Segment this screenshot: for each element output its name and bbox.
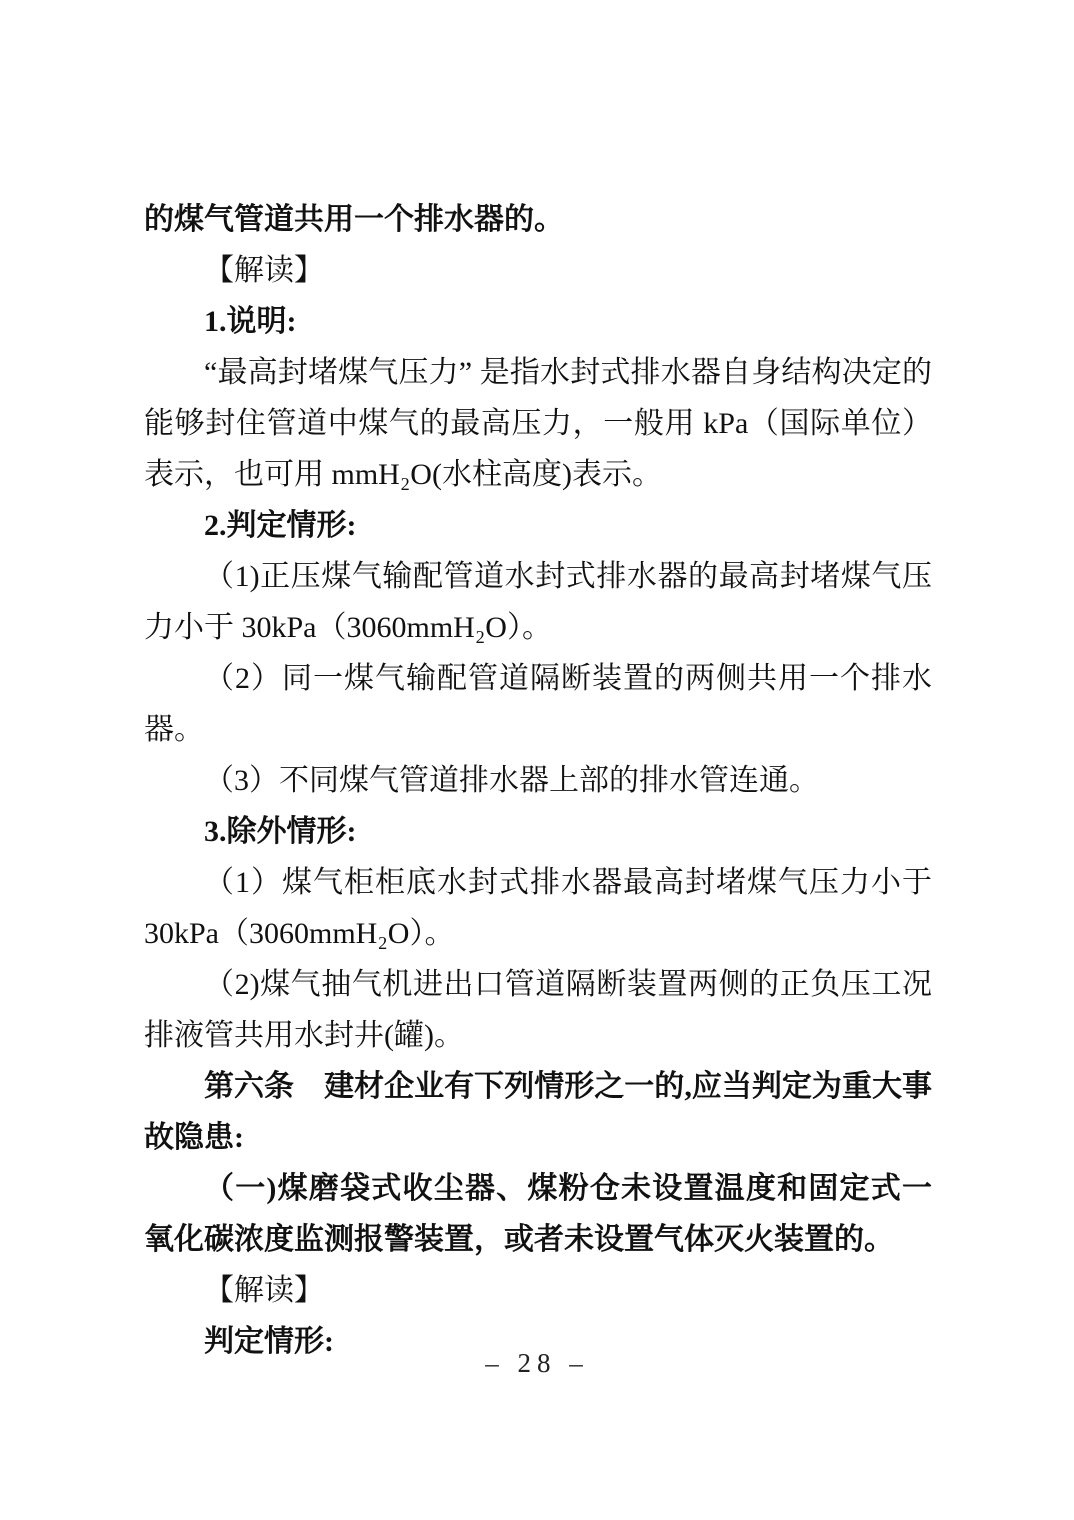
para-determination-item-2: （2）同一煤气输配管道隔断装置的两侧共用一个排水器。	[144, 662, 932, 746]
para-continuation: 的煤气管道共用一个排水器的。	[144, 203, 564, 236]
para-determination-item-3: （3）不同煤气管道排水器上部的排水管连通。	[204, 764, 819, 797]
para-exception-item-1: （1）煤气柜柜底水封式排水器最高封堵煤气压力小于 30kPa（3060mmH₂O）。	[144, 866, 932, 950]
document-body	[144, 194, 932, 1367]
para-determination-item-1: （1)正压煤气输配管道水封式排水器的最高封堵煤气压力小于 30kPa（3060mmH₂O）。	[144, 560, 932, 644]
para-exception-item-2: （2)煤气抽气机进出口管道隔断装置两侧的正负压工况排液管共用水封井(罐)。	[144, 968, 932, 1052]
page-number: – 28 –	[485, 1348, 589, 1378]
para-explanation: “最高封堵煤气压力” 是指水封式排水器自身结构决定的能够封住管道中煤气的最高压力，一般用 kPa（国际单位）表示，也可用 mmH₂O(水柱高度)表示。	[144, 356, 932, 491]
label-interpretation-2: 【解读】	[204, 1274, 324, 1307]
heading-exceptions: 3.除外情形:	[204, 815, 357, 848]
heading-determination-1: 2.判定情形:	[204, 509, 357, 542]
para-article6-item-1: （一)煤磨袋式收尘器、煤粉仓未设置温度和固定式一氧化碳浓度监测报警装置，或者未设置气体灭火装置的。	[144, 1172, 932, 1256]
label-interpretation-1: 【解读】	[204, 254, 324, 287]
heading-explanation: 1.说明:	[204, 305, 297, 338]
heading-determination-2: 判定情形:	[204, 1325, 334, 1358]
heading-article-6: 第六条 建材企业有下列情形之一的,应当判定为重大事故隐患:	[144, 1070, 932, 1154]
